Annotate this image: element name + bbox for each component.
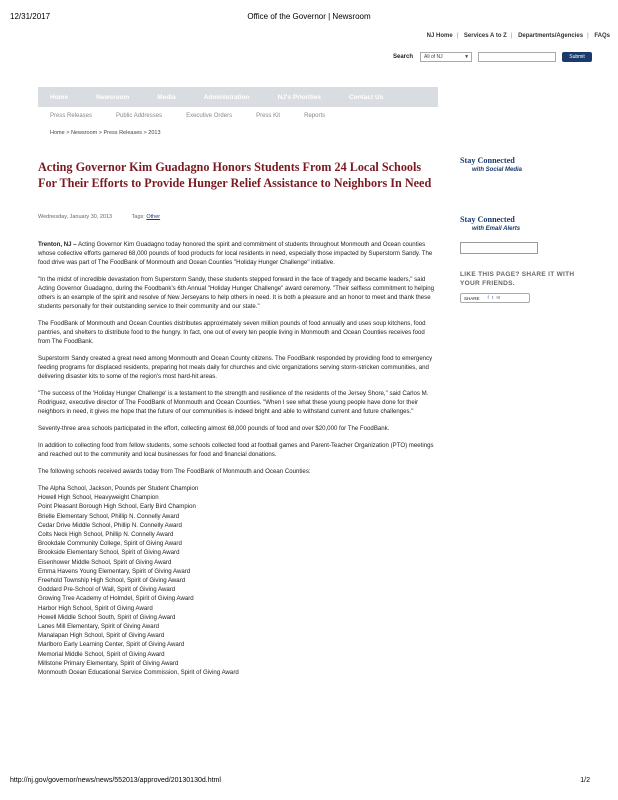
school-item: Brookside Elementary School, Spirit of Giving Award bbox=[38, 549, 180, 557]
share-label: SHARE bbox=[464, 295, 480, 301]
paragraph: Superstorm Sandy created a great need among Monmouth and Ocean County citizens. The FoodBank responded by providing food to emergency feeding programs for displaced residents, preparing hot meals daily for churches and civic organizations serving storm-stricken communities, and delivering disaster kits to some of the region's most hard-hit areas. bbox=[38, 355, 433, 380]
dateline: Trenton, NJ – bbox=[38, 241, 77, 248]
school-item: Monmouth Ocean Educational Service Commission, Spirit of Giving Award bbox=[38, 669, 239, 677]
nav-media[interactable]: Media bbox=[157, 93, 176, 101]
nav-contact[interactable]: Contact Us bbox=[349, 93, 384, 101]
article-meta bbox=[38, 214, 160, 220]
print-url: http://nj.gov/governor/news/news/552013/approved/20130130d.html bbox=[10, 777, 221, 784]
school-item: Memorial Middle School, Spirit of Giving Award bbox=[38, 650, 165, 658]
school-item: Brookdale Community College, Spirit of Giving Award bbox=[38, 540, 182, 548]
email-alerts-box bbox=[460, 215, 580, 303]
article-body bbox=[38, 240, 438, 677]
nav-home[interactable]: Home bbox=[50, 93, 69, 101]
main-nav bbox=[38, 87, 438, 107]
email-subtitle[interactable]: with Email Alerts bbox=[472, 226, 521, 232]
services-link[interactable]: Services A to Z bbox=[463, 33, 507, 39]
search-label: Search bbox=[393, 53, 414, 60]
search-submit-button[interactable]: Submit bbox=[562, 52, 592, 62]
search-input[interactable] bbox=[478, 52, 556, 62]
page-number: 1/2 bbox=[580, 777, 590, 784]
school-item: Howell Middle School South, Spirit of Giving Award bbox=[38, 613, 176, 621]
subnav-executive-orders[interactable]: Executive Orders bbox=[186, 113, 233, 119]
separator: | bbox=[510, 33, 513, 39]
subnav-press-kit[interactable]: Press Kit bbox=[256, 113, 281, 119]
faqs-link[interactable]: FAQs bbox=[594, 33, 610, 39]
paragraph: The FoodBank of Monmouth and Ocean Counties distributes approximately seven million pounds of food annually and uses soup kitchens, food pantries, and shelters to distribute food to the hungry. In fact, one out of every ten people living in Monmouth and Ocean Counties receives food from The FoodBank. bbox=[38, 320, 426, 345]
subnav-public-addresses[interactable]: Public Addresses bbox=[116, 113, 163, 119]
share-icons: f t ✉ bbox=[487, 295, 502, 300]
school-item: Harbor High School, Spirit of Giving Award bbox=[38, 604, 153, 612]
paragraph: In addition to collecting food from fellow students, some schools collected food at football games and Parent-Teacher Organization (PTO) meetings and reached out to the community and local businesses for food and financial donations. bbox=[38, 442, 434, 458]
school-item: The Alpha School, Jackson, Pounds per Student Champion bbox=[38, 485, 199, 492]
email-input[interactable] bbox=[460, 242, 538, 254]
lead-text: Acting Governor Kim Guadagno today honored the spirit and commitment of students throughout Monmouth and Ocean counties whose collective efforts garnered 68,000 pounds of food products for local residents in need, especially those impacted by Superstorm Sandy. The food drive was part of The FoodBank of Monmouth and Ocean Counties "Holiday Hunger Challenge" initiative. bbox=[38, 241, 433, 266]
separator: | bbox=[456, 33, 459, 39]
article-date: Wednesday, January 30, 2013 bbox=[38, 214, 113, 220]
school-list bbox=[38, 484, 438, 677]
tags-label: Tags: bbox=[131, 214, 145, 220]
school-item: Manalapan High School, Spirit of Giving Award bbox=[38, 632, 165, 640]
social-subtitle[interactable]: with Social Media bbox=[472, 167, 523, 173]
subnav-press-releases[interactable]: Press Releases bbox=[50, 113, 93, 119]
search-scope-select[interactable] bbox=[420, 52, 472, 62]
nj-home-link[interactable]: NJ Home bbox=[426, 33, 453, 39]
paragraph: "The success of the 'Holiday Hunger Challenge' is a testament to the strength and resilience of the residents of the Jersey Shore," said Carlos M. Rodriguez, executive director of The FoodBank of Monmouth and Ocean Counties. "When I see what these young people have done for their neighbors in need, it gives me hope that the future of our communities is indeed bright and able to withstand current and future challenges." bbox=[38, 390, 429, 415]
school-item: Millstone Primary Elementary, Spirit of Giving Award bbox=[38, 659, 179, 667]
sub-nav bbox=[50, 113, 349, 119]
school-item: Cedar Drive Middle School, Phillip N. Connelly Award bbox=[38, 521, 182, 529]
email-title: Stay Connected bbox=[460, 215, 515, 224]
paragraph: Seventy-three area schools participated in the effort, collecting almost 68,000 pounds of food and over $20,000 for The FoodBank. bbox=[38, 425, 390, 432]
departments-link[interactable]: Departments/Agencies bbox=[518, 33, 584, 39]
school-item: Emma Havens Young Elementary, Spirit of Giving Award bbox=[38, 567, 191, 575]
nav-priorities[interactable]: NJ's Priorities bbox=[277, 93, 322, 101]
breadcrumb[interactable]: Home > Newsroom > Press Releases > 2013 bbox=[50, 130, 161, 136]
school-item: Goddard Pre-School of Wall, Spirit of Giving Award bbox=[38, 586, 176, 594]
school-item: Freehold Township High School, Spirit of Giving Award bbox=[38, 577, 186, 585]
tag-link[interactable]: Other bbox=[146, 214, 161, 220]
chevron-down-icon: ▼ bbox=[464, 53, 470, 60]
share-button[interactable] bbox=[460, 293, 530, 303]
utility-links bbox=[427, 33, 610, 39]
lead-paragraph bbox=[38, 240, 438, 267]
school-item: Growing Tree Academy of Holmdel, Spirit of Giving Award bbox=[38, 595, 194, 603]
school-item: Brielle Elementary School, Phillip N. Connelly Award bbox=[38, 512, 180, 520]
school-item: Eisenhower Middle School, Spirit of Giving Award bbox=[38, 558, 172, 566]
print-date: 12/31/2017 bbox=[10, 12, 51, 21]
share-prompt: LIKE THIS PAGE? SHARE IT WITH YOUR FRIENDS. bbox=[460, 271, 575, 287]
school-item: Lanes Mill Elementary, Spirit of Giving Award bbox=[38, 623, 160, 631]
nav-administration[interactable]: Administration bbox=[203, 93, 250, 101]
subnav-reports[interactable]: Reports bbox=[304, 113, 326, 119]
nav-newsroom[interactable]: Newsroom bbox=[96, 93, 130, 101]
social-media-box bbox=[460, 156, 580, 173]
school-item: Point Pleasant Borough High School, Early Bird Champion bbox=[38, 503, 196, 511]
print-title: Office of the Governor | Newsroom bbox=[247, 12, 371, 21]
school-item: Howell High School, Heavyweight Champion bbox=[38, 494, 159, 502]
paragraph: The following schools received awards today from The FoodBank of Monmouth and Ocean Counties: bbox=[38, 468, 311, 475]
search-scope-value: All of NJ bbox=[424, 53, 443, 60]
separator: | bbox=[587, 33, 589, 39]
paragraph: "In the midst of incredible devastation from Superstorm Sandy, these students stepped forward in the face of tragedy and became leaders," said Acting Governor Guadagno, during the Foodbank's 6th Annual "Holiday Hunger Challenge" award ceremony. "Their selfless commitment to helping others is an example of the spirit and resolve of New Jerseyans to help others in need. It is both a pleasure and an honor to meet and thank these students personally for their outstanding service to their community and our state." bbox=[38, 276, 435, 310]
social-title: Stay Connected bbox=[460, 156, 515, 165]
search-bar bbox=[393, 51, 592, 62]
school-item: Colts Neck High School, Phillip N. Connelly Award bbox=[38, 531, 174, 539]
page-title: Acting Governor Kim Guadagno Honors Students From 24 Local Schools For Their Efforts to Provide Hunger Relief Assistance to Neighbors In Need bbox=[38, 160, 432, 190]
school-item: Marlboro Early Learning Center, Spirit of Giving Award bbox=[38, 641, 185, 649]
